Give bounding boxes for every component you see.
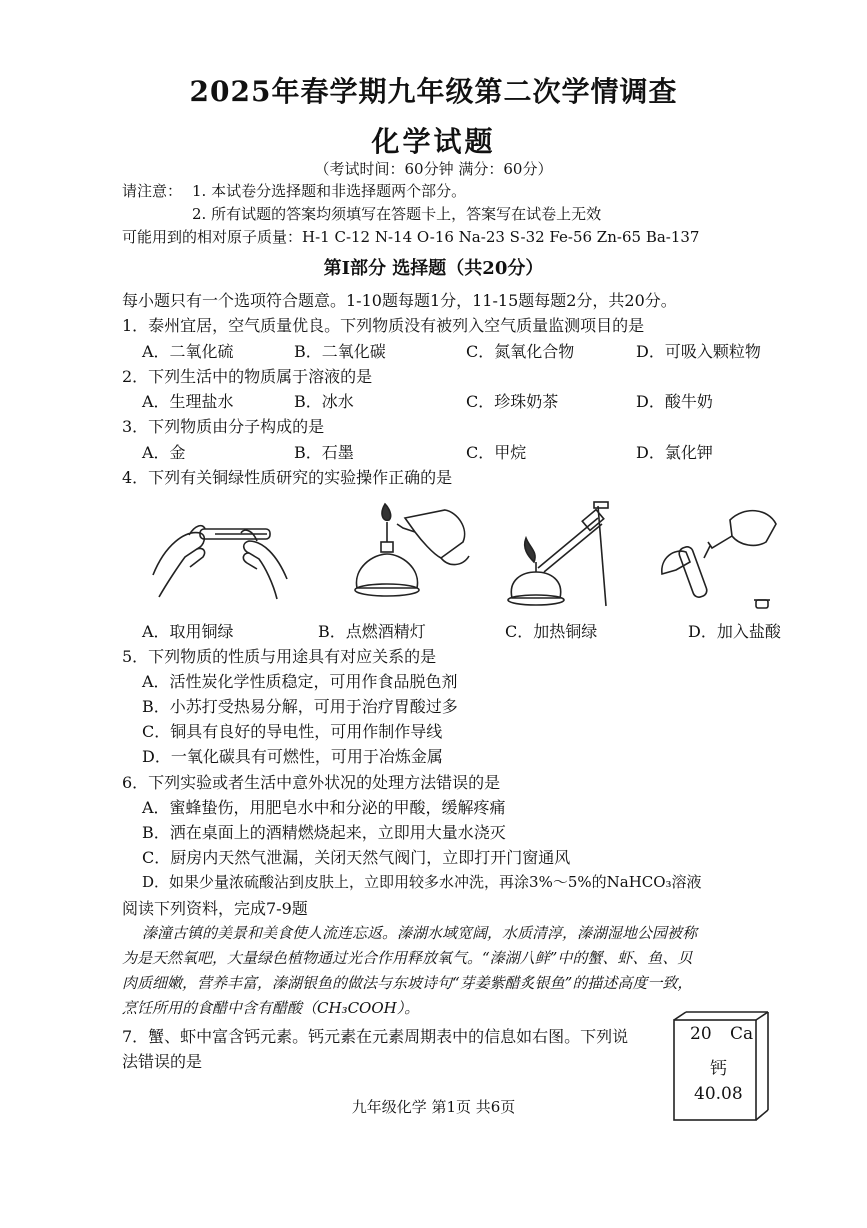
element-mass: 40.08 [694,1084,743,1104]
q5-stem: 5．下列物质的性质与用途具有对应关系的是 [122,647,437,666]
exam-subtitle: 化学试题 [371,125,496,158]
passage-line-3: 肉质细嫩，营养丰富，溱湖银鱼的做法与东坡诗句“芽姜紫醋炙银鱼”的描述高度一致， [122,974,693,992]
q4-option-a: A．取用铜绿 [142,622,234,641]
q2-option-d: D．酸牛奶 [636,392,713,411]
reading-intro: 阅读下列资料，完成7-9题 [122,899,308,918]
q1-option-c: C．氮氧化合物 [466,342,575,361]
q7-stem-line-2: 法错误的是 [122,1052,203,1071]
passage-line-4: 烹饪所用的食醋中含有醋酸（CH₃COOH）。 [122,999,420,1017]
page-footer: 九年级化学 第1页 共6页 [351,1098,516,1116]
q2-stem: 2．下列生活中的物质属于溶液的是 [122,367,373,386]
q6-option-b: B．洒在桌面上的酒精燃烧起来，立即用大量水浇灭 [142,823,506,842]
q5-option-b: B．小苏打受热易分解，可用于治疗胃酸过多 [142,697,458,716]
q3-option-d: D．氯化钾 [636,443,713,462]
exam-info: （考试时间：60分钟 满分：60分） [314,160,553,178]
q1-option-b: B．二氧化碳 [294,342,386,361]
q3-option-a: A．金 [142,443,186,462]
q1-option-d: D．可吸入颗粒物 [636,342,761,361]
exam-title: 2025年春学期九年级第二次学情调查 [189,75,678,108]
q6-stem: 6．下列实验或者生活中意外状况的处理方法错误的是 [122,773,501,792]
q3-option-b: B．石墨 [294,443,354,462]
q1-stem: 1．泰州宜居，空气质量优良。下列物质没有被列入空气质量监测项目的是 [122,316,645,335]
q7-stem-line-1: 7．蟹、虾中富含钙元素。钙元素在元素周期表中的信息如右图。下列说 [122,1027,629,1046]
q2-option-c: C．珍珠奶茶 [466,392,559,411]
element-number: 20 [690,1024,712,1044]
q2-option-a: A．生理盐水 [142,392,234,411]
notes-label: 请注意： [122,182,183,200]
element-symbol: Ca [730,1024,754,1044]
element-name: 钙 [710,1059,727,1079]
q6-option-c: C．厨房内天然气泄漏，关闭天然气阀门，立即打开门窗通风 [142,848,571,867]
figure-add-hydrochloric-acid [656,496,786,612]
q3-option-c: C．甲烷 [466,443,527,462]
section-instruction: 每小题只有一个选项符合题意。1-10题每题1分，11-15题每题2分，共20分。 [122,291,677,310]
q5-option-a: A．活性炭化学性质稳定，可用作食品脱色剂 [142,672,458,691]
passage-line-1: 溱潼古镇的美景和美食使人流连忘返。溱湖水域宽阔，水质清淳，溱湖湿地公园被称 [142,924,698,942]
q1-option-a: A．二氧化硫 [142,342,234,361]
passage-line-2: 为是天然氧吧，大量绿色植物通过光合作用释放氧气。“溱湖八鲜”中的蟹、虾、鱼、贝 [122,949,693,967]
q4-stem: 4．下列有关铜绿性质研究的实验操作正确的是 [122,468,453,487]
q2-option-b: B．冰水 [294,392,354,411]
q6-option-a: A．蜜蜂蛰伤，用肥皂水中和分泌的甲酸，缓解疼痛 [142,798,506,817]
note-2: 2. 所有试题的答案均须填写在答题卡上，答案写在试卷上无效 [192,205,602,223]
q4-option-b: B．点燃酒精灯 [318,622,426,641]
figure-heat-copper-green [498,498,628,610]
note-1: 1. 本试卷分选择题和非选择题两个部分。 [192,182,467,200]
q4-option-c: C．加热铜绿 [505,622,598,641]
figure-light-alcohol-lamp [345,498,485,610]
q5-option-c: C．铜具有良好的导电性，可用作制作导线 [142,722,443,741]
q4-option-d: D．加入盐酸 [688,622,781,641]
q3-stem: 3．下列物质由分子构成的是 [122,417,325,436]
figure-take-copper-green [145,505,295,605]
atomic-masses: 可能用到的相对原子质量：H-1 C-12 N-14 O-16 Na-23 S-32 Fe-56 Zn-65 Ba-137 [122,228,700,246]
q6-option-d: D．如果少量浓硫酸沾到皮肤上，立即用较多水冲洗，再涂3%～5%的NaHCO₃溶液 [142,873,702,891]
q5-option-d: D．一氧化碳具有可燃性，可用于冶炼金属 [142,747,443,766]
section-title: 第Ⅰ部分 选择题（共20分） [323,258,544,279]
